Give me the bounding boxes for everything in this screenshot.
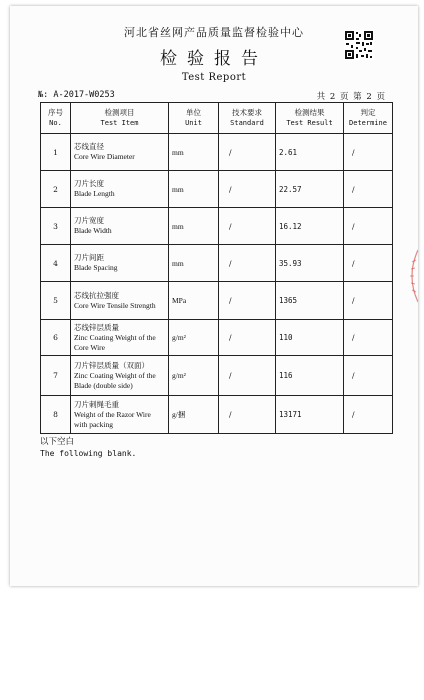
row-number: 2 xyxy=(41,171,71,208)
test-item: 刀片长度 Blade Length xyxy=(71,171,169,208)
report-subtitle: Test Report xyxy=(181,72,247,83)
determine: / xyxy=(344,396,393,434)
standard: / xyxy=(219,320,276,356)
determine: / xyxy=(344,208,393,245)
determine: / xyxy=(344,282,393,320)
unit: mm xyxy=(169,134,219,171)
test-result: 16.12 xyxy=(276,208,344,245)
standard: / xyxy=(219,282,276,320)
page-info: 共 2 页 第 2 页 xyxy=(316,92,386,102)
test-result: 13171 xyxy=(276,396,344,434)
table-row xyxy=(41,134,393,171)
determine: / xyxy=(344,171,393,208)
standard: / xyxy=(219,171,276,208)
blank-notice-en: The following blank. xyxy=(40,449,137,458)
unit: mm xyxy=(169,208,219,245)
test-item: 芯线抗拉强度 Core Wire Tensile Strength xyxy=(71,282,169,320)
qr-code-icon xyxy=(344,30,374,60)
test-result: 22.57 xyxy=(276,171,344,208)
table-row xyxy=(41,356,393,396)
table-header-row xyxy=(41,103,393,134)
test-result: 110 xyxy=(276,320,344,356)
seal-stamp-icon xyxy=(402,246,418,306)
standard: / xyxy=(219,134,276,171)
report-title: 检验报告 xyxy=(160,49,268,69)
unit: mm xyxy=(169,245,219,282)
determine: / xyxy=(344,245,393,282)
test-result: 1365 xyxy=(276,282,344,320)
test-result-table xyxy=(40,102,393,434)
row-number: 7 xyxy=(41,356,71,396)
row-number: 1 xyxy=(41,134,71,171)
column-header-standard: 技术要求 Standard xyxy=(219,103,276,134)
table-row xyxy=(41,320,393,356)
table-row xyxy=(41,282,393,320)
column-header-no: 序号 No. xyxy=(41,103,71,134)
test-item: 芯线锌层质量 Zinc Coating Weight of the Core Wire xyxy=(71,320,169,356)
row-number: 8 xyxy=(41,396,71,434)
table-row xyxy=(41,396,393,434)
unit: mm xyxy=(169,171,219,208)
table-row xyxy=(41,208,393,245)
row-number: 5 xyxy=(41,282,71,320)
column-header-result: 检测结果 Test Result xyxy=(276,103,344,134)
standard: / xyxy=(219,356,276,396)
test-item: 刀片锌层质量（双面） Zinc Coating Weight of the Blade (double side) xyxy=(71,356,169,396)
report-number: №: A-2017-W0253 xyxy=(38,90,115,100)
unit: g/m² xyxy=(169,320,219,356)
test-item: 刀片间距 Blade Spacing xyxy=(71,245,169,282)
determine: / xyxy=(344,134,393,171)
test-item: 芯线直径 Core Wire Diameter xyxy=(71,134,169,171)
row-number: 4 xyxy=(41,245,71,282)
determine: / xyxy=(344,356,393,396)
blank-notice xyxy=(40,436,136,460)
unit: g/捆 xyxy=(169,396,219,434)
column-header-determine: 判定 Determine xyxy=(344,103,393,134)
standard: / xyxy=(219,245,276,282)
standard: / xyxy=(219,208,276,245)
standard: / xyxy=(219,396,276,434)
column-header-item: 检测项目 Test Item xyxy=(71,103,169,134)
report-page xyxy=(10,6,418,586)
test-item: 刀片刺绳毛重 Weight of the Razor Wire with packing xyxy=(71,396,169,434)
table-row xyxy=(41,171,393,208)
test-result: 2.61 xyxy=(276,134,344,171)
test-result: 116 xyxy=(276,356,344,396)
unit: MPa xyxy=(169,282,219,320)
blank-notice-cn: 以下空白 xyxy=(40,437,75,447)
test-result: 35.93 xyxy=(276,245,344,282)
table-row xyxy=(41,245,393,282)
unit: g/m² xyxy=(169,356,219,396)
row-number: 6 xyxy=(41,320,71,356)
determine: / xyxy=(344,320,393,356)
column-header-unit: 单位 Unit xyxy=(169,103,219,134)
row-number: 3 xyxy=(41,208,71,245)
test-item: 刀片宽度 Blade Width xyxy=(71,208,169,245)
organization-name: 河北省丝网产品质量监督检验中心 xyxy=(124,26,304,39)
